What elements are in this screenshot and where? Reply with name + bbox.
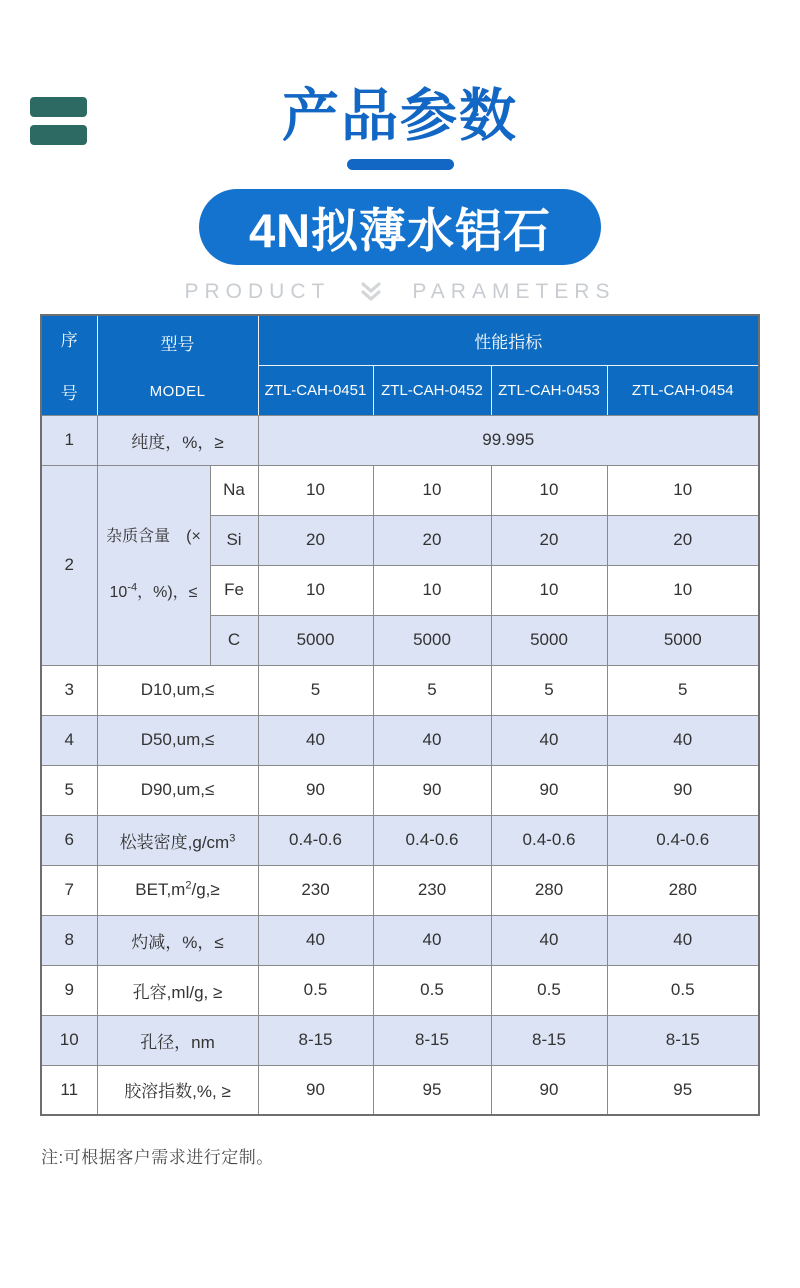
spec-value-cell: 230 [373, 865, 491, 915]
spec-value-cell: 8-15 [373, 1015, 491, 1065]
spec-value-cell: 90 [607, 765, 759, 815]
impurity-label-line2: $10^{-4}$，%)，≤ [109, 581, 198, 601]
model-label-cn: 型号 [160, 335, 195, 355]
spec-value-cell: 5 [258, 665, 373, 715]
spec-label-cell: 松装密度$,g/cm^3$ [97, 815, 258, 865]
spec-value-cell: 90 [258, 765, 373, 815]
model-header-cell [97, 315, 258, 415]
spec-value-cell: 10 [607, 465, 759, 515]
spec-value-cell: 5000 [491, 615, 607, 665]
row-number-cell: 1 [41, 415, 97, 465]
spec-value-cell: 0.5 [607, 965, 759, 1015]
header-row-1 [41, 315, 759, 365]
spec-value-cell: 10 [373, 465, 491, 515]
row-number-cell: 6 [41, 815, 97, 865]
spec-value-cell: 90 [491, 1065, 607, 1115]
element-cell: Na [210, 465, 258, 515]
spec-table [40, 314, 760, 1116]
spec-value-cell: 10 [491, 465, 607, 515]
spec-value-cell: 230 [258, 865, 373, 915]
title-underline [347, 159, 454, 170]
seq-header-cell [41, 315, 97, 415]
row-number-cell: 2 [41, 465, 97, 665]
spec-value-cell: 95 [373, 1065, 491, 1115]
spec-value-cell: 0.5 [373, 965, 491, 1015]
spec-value-cell: 20 [258, 515, 373, 565]
spec-value-cell: 280 [607, 865, 759, 915]
spec-label-cell: 孔径，nm [97, 1015, 258, 1065]
spec-value-cell: 5 [607, 665, 759, 715]
spec-value-cell: 280 [491, 865, 607, 915]
footnote: 注:可根据客户需求进行定制。 [41, 1148, 274, 1167]
spec-value-cell: 40 [258, 715, 373, 765]
spec-value-cell: 40 [258, 915, 373, 965]
spec-value-cell: 40 [491, 915, 607, 965]
seq-label-line1: 序 [60, 331, 78, 351]
spec-label-cell: 灼减，%，≤ [97, 915, 258, 965]
product-name-pill [199, 189, 601, 265]
spec-value-cell: 5000 [607, 615, 759, 665]
spec-label-cell: D10,um,≤ [97, 665, 258, 715]
spec-value-cell: 10 [607, 565, 759, 615]
element-cell: Fe [210, 565, 258, 615]
spec-label-cell: $BET,m^2/g,\ge$ [97, 865, 258, 915]
seq-label-line2: 号 [60, 384, 78, 404]
spec-value-cell: 10 [373, 565, 491, 615]
spec-value-cell: 40 [491, 715, 607, 765]
spec-value-cell: 0.5 [258, 965, 373, 1015]
spec-value-cell: 0.4-0.6 [373, 815, 491, 865]
watermark-block-top [30, 97, 87, 117]
spec-label-cell: 胶溶指数,%, ≥ [97, 1065, 258, 1115]
chevron-down-icon [356, 281, 386, 303]
spec-label-cell: D90,um,≤ [97, 765, 258, 815]
spec-value-cell: 40 [373, 915, 491, 965]
table-row [41, 865, 759, 915]
impurity-label-line1: 杂质含量 (× [106, 528, 201, 545]
eyebrow-row [0, 280, 800, 304]
model-name-cell: ZTL-CAH-0452 [373, 365, 491, 415]
spec-value-cell: 20 [491, 515, 607, 565]
row-purity [41, 415, 759, 465]
spec-value-cell: 0.4-0.6 [258, 815, 373, 865]
spec-value-cell: 99.995 [258, 415, 759, 465]
spec-value-cell: 8-15 [491, 1015, 607, 1065]
spec-value-cell: 40 [607, 915, 759, 965]
row-impurity-na [41, 465, 759, 515]
product-name: 4N拟薄水铝石 [248, 203, 552, 257]
spec-label-cell: 纯度，%，≥ [97, 415, 258, 465]
model-name-cell: ZTL-CAH-0454 [607, 365, 759, 415]
row-number-cell: 7 [41, 865, 97, 915]
spec-value-cell: 90 [258, 1065, 373, 1115]
row-number-cell: 8 [41, 915, 97, 965]
spec-label-cell [97, 465, 210, 665]
row-number-cell: 4 [41, 715, 97, 765]
row-number-cell: 11 [41, 1065, 97, 1115]
spec-value-cell: 8-15 [607, 1015, 759, 1065]
spec-value-cell: 5000 [258, 615, 373, 665]
spec-value-cell: 10 [258, 465, 373, 515]
row-number-cell: 9 [41, 965, 97, 1015]
spec-value-cell: 5 [373, 665, 491, 715]
table-row [41, 665, 759, 715]
spec-value-cell: 20 [373, 515, 491, 565]
spec-value-cell: 90 [373, 765, 491, 815]
spec-value-cell: 90 [491, 765, 607, 815]
page-title: 产品参数 [282, 84, 518, 148]
model-name-cell: ZTL-CAH-0453 [491, 365, 607, 415]
spec-value-cell: 40 [607, 715, 759, 765]
row-number-cell: 10 [41, 1015, 97, 1065]
model-name-cell: ZTL-CAH-0451 [258, 365, 373, 415]
table-row [41, 1065, 759, 1115]
table-row [41, 965, 759, 1015]
spec-value-cell: 0.5 [491, 965, 607, 1015]
eyebrow-parameters: PARAMETERS [412, 280, 616, 303]
spec-value-cell: 5 [491, 665, 607, 715]
table-row [41, 915, 759, 965]
eyebrow-product: PRODUCT [184, 280, 331, 303]
spec-value-cell: 40 [373, 715, 491, 765]
spec-value-cell: 0.4-0.6 [491, 815, 607, 865]
element-cell: C [210, 615, 258, 665]
spec-value-cell: 8-15 [258, 1015, 373, 1065]
model-label-en: MODEL [149, 383, 206, 401]
table-row [41, 715, 759, 765]
table-row [41, 1015, 759, 1065]
spec-value-cell: 95 [607, 1065, 759, 1115]
row-number-cell: 5 [41, 765, 97, 815]
spec-value-cell: 10 [258, 565, 373, 615]
table-row [41, 765, 759, 815]
watermark-block-bottom [30, 125, 87, 145]
spec-value-cell: 10 [491, 565, 607, 615]
spec-value-cell: 0.4-0.6 [607, 815, 759, 865]
performance-header-cell: 性能指标 [258, 315, 759, 365]
spec-value-cell: 20 [607, 515, 759, 565]
element-cell: Si [210, 515, 258, 565]
table-row [41, 815, 759, 865]
row-number-cell: 3 [41, 665, 97, 715]
spec-label-cell: 孔容,ml/g, ≥ [97, 965, 258, 1015]
spec-value-cell: 5000 [373, 615, 491, 665]
spec-label-cell: D50,um,≤ [97, 715, 258, 765]
